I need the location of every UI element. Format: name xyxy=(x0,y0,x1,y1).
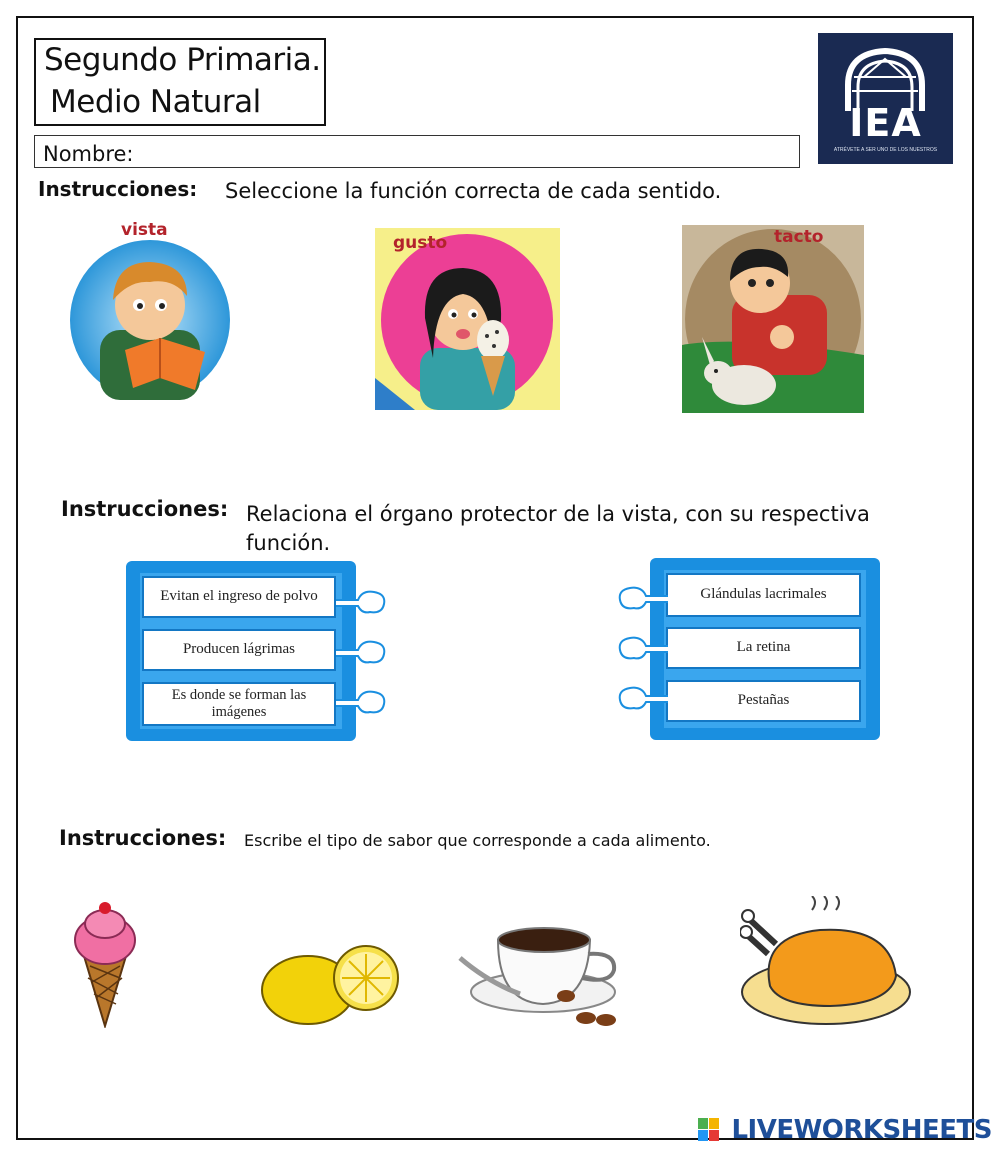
right-card-1[interactable]: Glándulas lacrimales xyxy=(666,573,861,617)
connector-hook-icon xyxy=(620,688,668,709)
section2-instructions-label: Instrucciones: xyxy=(61,497,229,521)
right-connector-hooks xyxy=(614,580,668,712)
left-card-1[interactable]: Evitan el ingreso de polvo xyxy=(142,576,336,618)
right-card-3[interactable]: Pestañas xyxy=(666,680,861,722)
lemon-icon[interactable] xyxy=(258,940,403,1030)
title-grade: Segundo Primaria. xyxy=(44,42,321,78)
logo-lettering: IEA xyxy=(849,101,922,145)
name-label: Nombre: xyxy=(43,142,134,166)
left-card-2[interactable]: Producen lágrimas xyxy=(142,629,336,671)
ice-cream-icon[interactable] xyxy=(70,898,140,1028)
boy-petting-rabbit-illustration xyxy=(682,225,864,413)
section1-instructions-label: Instrucciones: xyxy=(38,177,198,201)
section3-instructions-label: Instrucciones: xyxy=(59,826,227,850)
connector-hook-icon xyxy=(336,642,384,663)
sense-tacto-card[interactable] xyxy=(682,225,864,413)
connector-hook-icon xyxy=(620,638,668,659)
sense-vista-label: vista xyxy=(121,220,168,240)
school-logo xyxy=(818,33,953,164)
sense-gusto-card[interactable] xyxy=(375,228,560,410)
title-subject: Medio Natural xyxy=(50,84,261,120)
connector-hook-icon xyxy=(336,692,384,713)
title-box xyxy=(34,38,326,126)
logo-tagline: ATRÉVETE A SER UNO DE LOS NUESTROS xyxy=(833,147,938,153)
connector-hook-icon xyxy=(620,588,668,609)
girl-eating-icecream-illustration xyxy=(375,228,560,410)
sense-vista-card[interactable] xyxy=(55,220,245,400)
liveworksheets-logo-icon xyxy=(698,1118,720,1142)
section2-instructions-text: Relaciona el órgano protector de la vista, con su respectiva función. xyxy=(246,502,870,555)
name-field[interactable] xyxy=(34,135,800,168)
roast-chicken-icon[interactable] xyxy=(740,896,915,1026)
connector-hook-icon xyxy=(336,592,384,613)
liveworksheets-watermark: LIVEWORKSHEETS xyxy=(731,1115,992,1145)
sense-tacto-label: tacto xyxy=(774,227,824,247)
boy-reading-illustration xyxy=(55,220,245,400)
section1-instructions-text: Seleccione la función correcta de cada sentido. xyxy=(225,179,722,203)
section3-instructions-text: Escribe el tipo de sabor que corresponde a cada alimento. xyxy=(244,831,711,850)
right-card-2[interactable]: La retina xyxy=(666,627,861,669)
coffee-cup-icon[interactable] xyxy=(458,912,638,1042)
sense-gusto-label: gusto xyxy=(393,233,448,253)
left-card-3[interactable]: Es donde se forman las imágenes xyxy=(142,682,336,726)
left-connector-hooks xyxy=(336,584,390,716)
